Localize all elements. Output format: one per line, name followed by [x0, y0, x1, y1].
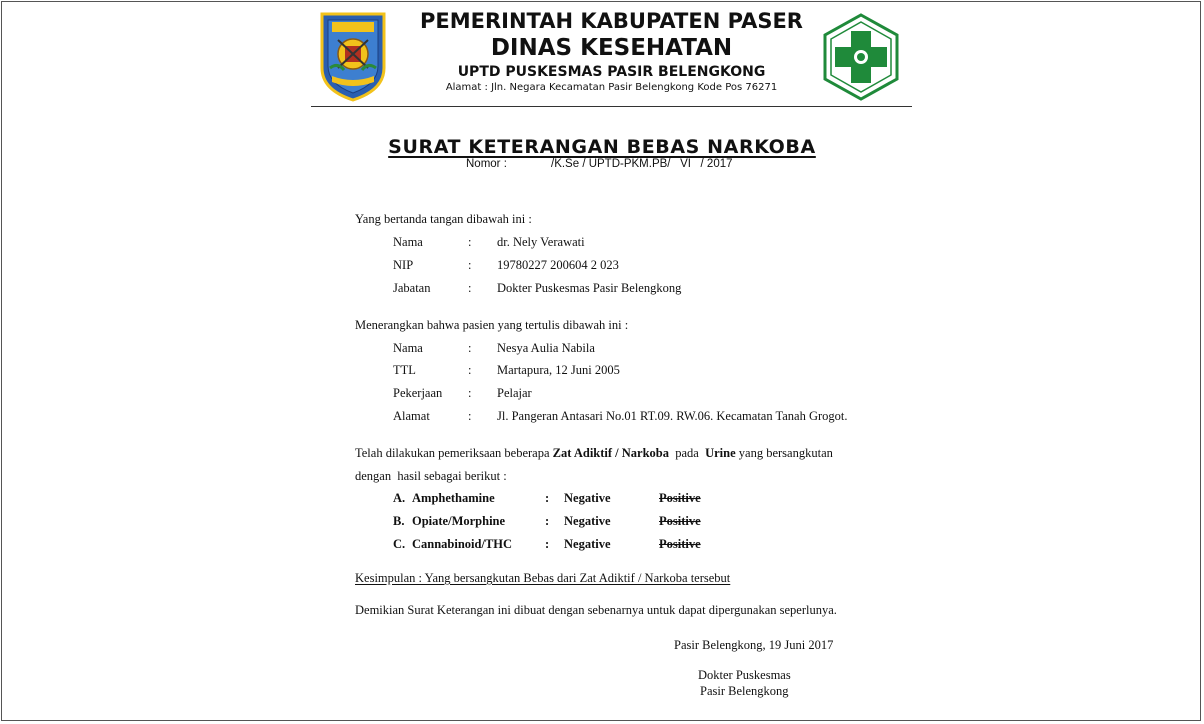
header-address: Alamat : Jln. Negara Kecamatan Pasir Belengkong Kode Pos 76271 — [445, 82, 778, 93]
result-struck-value: Positive — [659, 491, 701, 505]
patient-occupation-label: Pekerjaan — [393, 386, 443, 400]
exam-text: Telah dilakukan pemeriksaan beberapa — [355, 446, 553, 460]
place-date: Pasir Belengkong, 19 Juni 2017 — [674, 638, 834, 652]
patient-birth-value: Martapura, 12 Juni 2005 — [497, 363, 620, 377]
patient-occupation-value: Pelajar — [497, 386, 532, 400]
patient-address-value: Jl. Pangeran Antasari No.01 RT.09. RW.06. Kecamatan Tanah Grogot. — [497, 409, 848, 423]
signer-nip-value: 19780227 200604 2 023 — [497, 258, 619, 272]
result-test-name: Opiate/Morphine — [412, 514, 506, 528]
colon: : — [545, 537, 550, 551]
colon: : — [468, 281, 472, 295]
header-government: PEMERINTAH KABUPATEN PASER — [420, 9, 803, 33]
result-letter: B. — [393, 514, 405, 528]
colon: : — [468, 258, 472, 272]
signer-nip-label: NIP — [393, 258, 414, 272]
colon: : — [545, 514, 550, 528]
conclusion: Kesimpulan : Yang bersangkutan Bebas dari Zat Adiktif / Narkoba tersebut — [355, 571, 731, 585]
header-department: DINAS KESEHATAN — [490, 35, 733, 61]
patient-name-label: Nama — [393, 341, 423, 355]
exam-statement-line2: dengan hasil sebagai berikut : — [355, 469, 507, 483]
signature-title: Dokter Puskesmas — [698, 668, 791, 682]
signer-name-label: Nama — [393, 235, 423, 249]
colon: : — [468, 235, 472, 249]
result-struck-value: Positive — [659, 514, 701, 528]
result-value: Negative — [564, 537, 611, 551]
letterhead-divider — [311, 106, 912, 107]
signer-position-value: Dokter Puskesmas Pasir Belengkong — [497, 281, 682, 295]
colon: : — [468, 409, 472, 423]
colon: : — [468, 386, 472, 400]
exam-substance: Zat Adiktif / Narkoba — [552, 446, 669, 460]
result-value: Negative — [564, 491, 611, 505]
closing-statement: Demikian Surat Keterangan ini dibuat dengan sebenarnya untuk dapat dipergunakan seperlunya. — [355, 603, 837, 617]
exam-text: yang bersangkutan — [735, 446, 833, 460]
patient-name-value: Nesya Aulia Nabila — [497, 341, 595, 355]
exam-specimen: Urine — [705, 446, 736, 460]
exam-text: pada — [669, 446, 706, 460]
document-title-text: SURAT KETERANGAN BEBAS NARKOBA — [388, 136, 816, 158]
colon: : — [545, 491, 550, 505]
result-value: Negative — [564, 514, 611, 528]
result-letter: C. — [393, 537, 406, 551]
signature-location: Pasir Belengkong — [700, 684, 789, 698]
result-test-name: Cannabinoid/THC — [412, 537, 513, 551]
signer-intro: Yang bertanda tangan dibawah ini : — [355, 212, 532, 226]
patient-birth-label: TTL — [393, 363, 416, 377]
document-number-label: Nomor : — [466, 158, 507, 170]
colon: : — [468, 341, 472, 355]
signer-position-label: Jabatan — [393, 281, 431, 295]
document-title — [0, 136, 1204, 158]
result-letter: A. — [393, 491, 406, 505]
signer-name-value: dr. Nely Verawati — [497, 235, 585, 249]
exam-statement-line1 — [355, 446, 833, 461]
result-test-name: Amphethamine — [412, 491, 495, 505]
header-unit: UPTD PUSKESMAS PASIR BELENGKONG — [457, 64, 766, 80]
patient-address-label: Alamat — [393, 409, 430, 423]
patient-intro: Menerangkan bahwa pasien yang tertulis dibawah ini : — [355, 318, 629, 332]
result-struck-value: Positive — [659, 537, 701, 551]
document-number-value: /K.Se / UPTD-PKM.PB/ VI / 2017 — [551, 158, 733, 170]
colon: : — [468, 363, 472, 377]
